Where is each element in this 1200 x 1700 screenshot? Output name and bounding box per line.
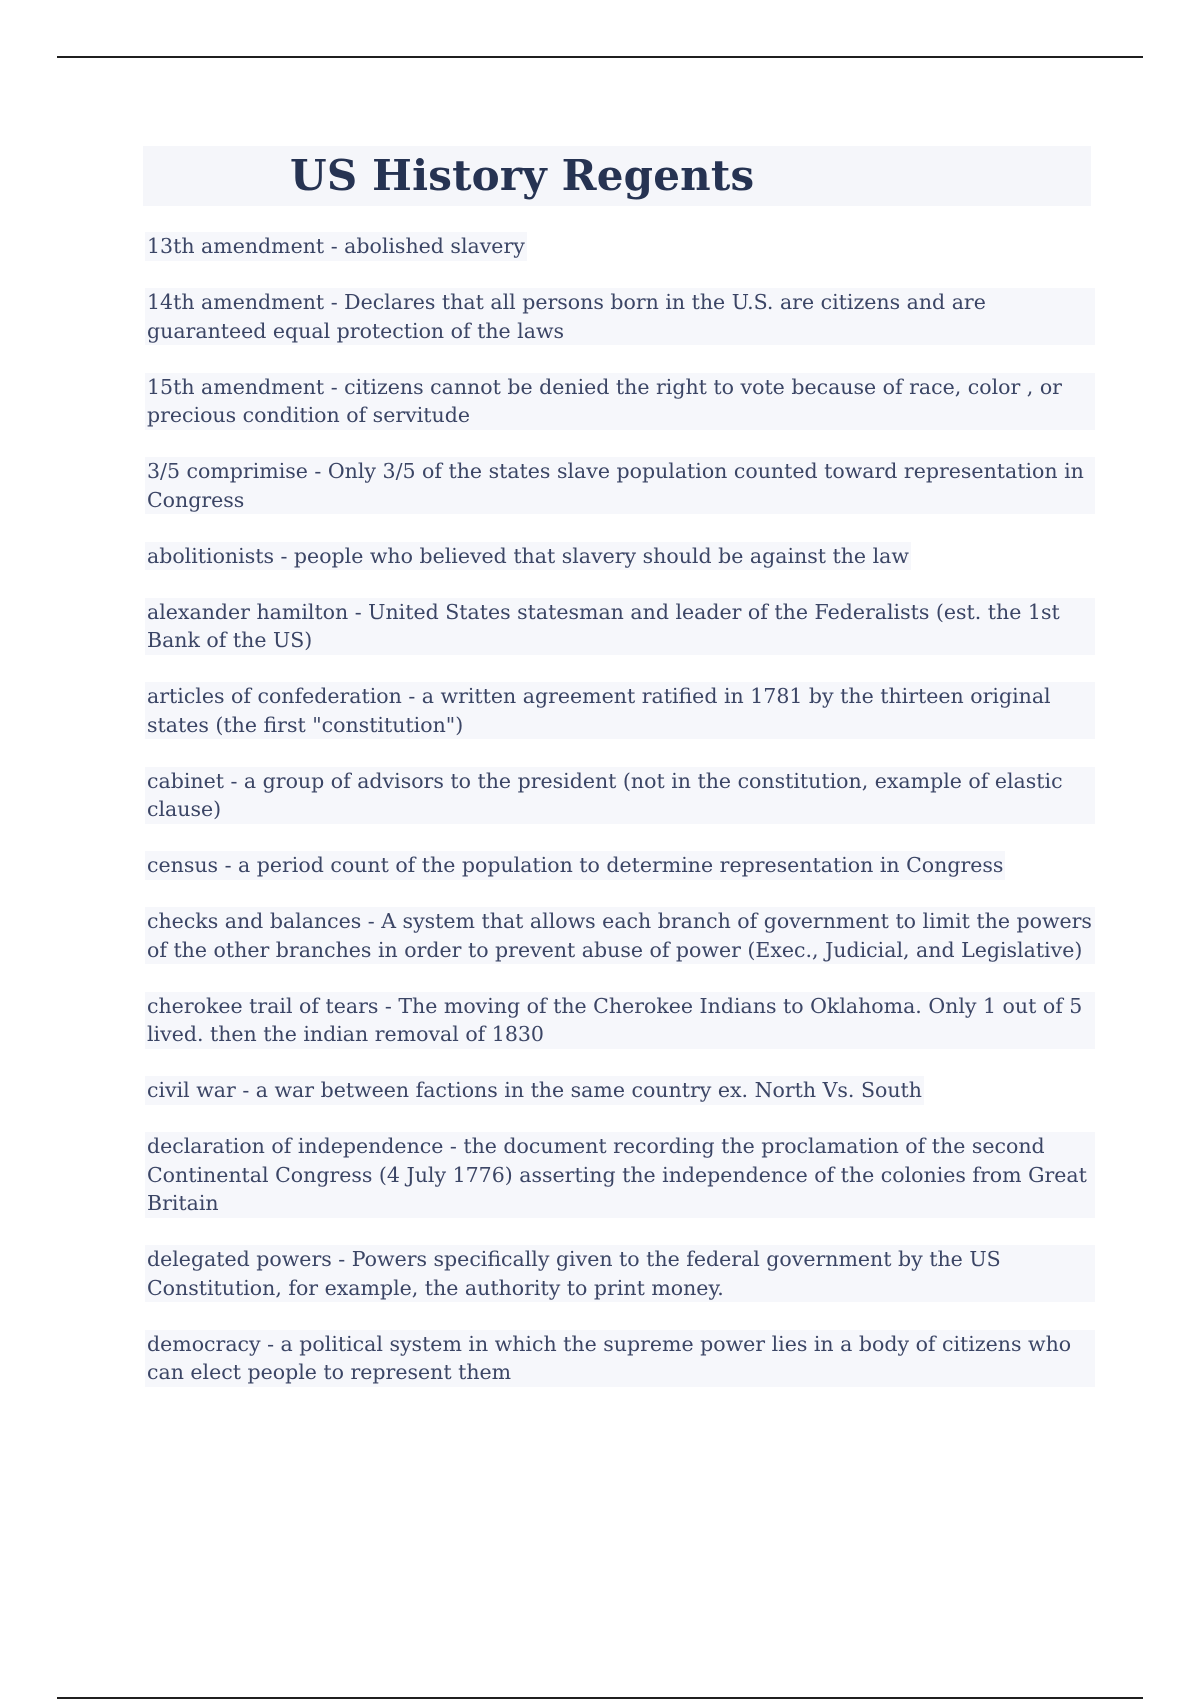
list-item: articles of confederation - a written agreement ratified in 1781 by the thirteen original states (the first "constitution") xyxy=(145,682,1095,739)
list-item: cherokee trail of tears - The moving of the Cherokee Indians to Oklahoma. Only 1 out of 5 lived. then the indian removal of 1830 xyxy=(145,992,1095,1049)
entry-list xyxy=(145,232,1095,1414)
list-item: democracy - a political system in which the supreme power lies in a body of citizens who can elect people to represent them xyxy=(145,1330,1095,1387)
list-item: cabinet - a group of advisors to the president (not in the constitution, example of elastic clause) xyxy=(145,767,1095,824)
page-title: US History Regents xyxy=(290,151,755,200)
list-item: 13th amendment - abolished slavery xyxy=(145,232,527,261)
list-item: census - a period count of the population to determine representation in Congress xyxy=(145,851,1005,880)
list-item: declaration of independence - the document recording the proclamation of the second Continental Congress (4 July 1776) asserting the independence of the colonies from Great Britain xyxy=(145,1132,1095,1218)
list-item: alexander hamilton - United States statesman and leader of the Federalists (est. the 1st Bank of the US) xyxy=(145,598,1095,655)
list-item: 3/5 comprimise - Only 3/5 of the states slave population counted toward representation in Congress xyxy=(145,457,1095,514)
list-item: delegated powers - Powers specifically given to the federal government by the US Constitution, for example, the authority to print money. xyxy=(145,1245,1095,1302)
page-bottom-rule xyxy=(57,1697,1143,1699)
list-item: 14th amendment - Declares that all persons born in the U.S. are citizens and are guaranteed equal protection of the laws xyxy=(145,288,1095,345)
list-item: abolitionists - people who believed that slavery should be against the law xyxy=(145,542,911,571)
list-item: 15th amendment - citizens cannot be denied the right to vote because of race, color , or precious condition of servitude xyxy=(145,373,1095,430)
list-item: checks and balances - A system that allows each branch of government to limit the powers of the other branches in order to prevent abuse of power (Exec., Judicial, and Legislative) xyxy=(145,907,1095,964)
page-top-rule xyxy=(57,56,1143,58)
list-item: civil war - a war between factions in the same country ex. North Vs. South xyxy=(145,1076,924,1105)
